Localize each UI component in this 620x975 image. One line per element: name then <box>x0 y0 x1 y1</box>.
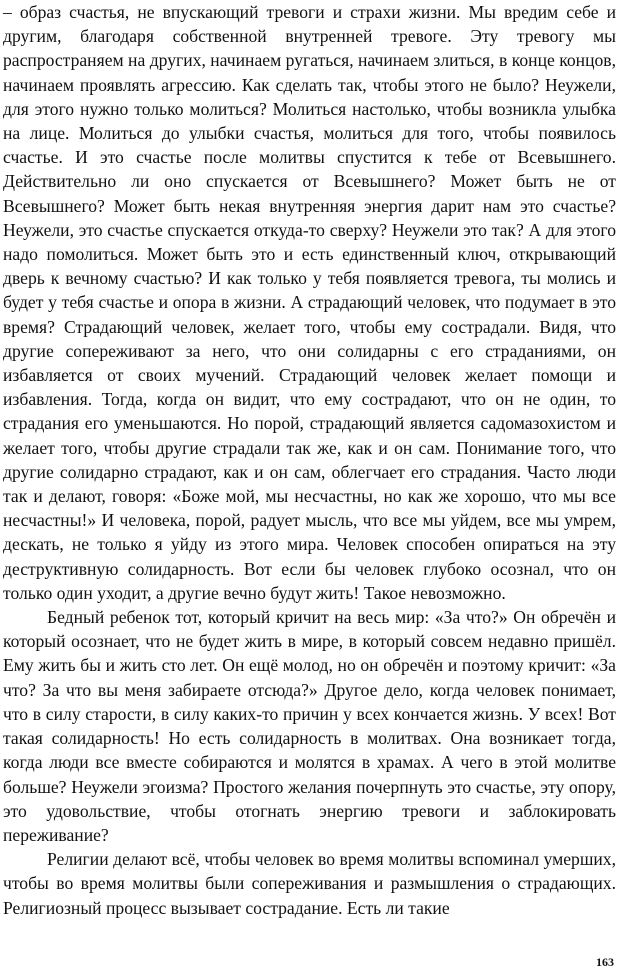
paragraph: Религии делают всё, чтобы человек во время молитвы вспоминал умерших, чтобы во время молитвы были сопереживания и размышления о страдающих. Религиозный процесс вызывает сострадание. Есть ли такие <box>3 849 616 918</box>
paragraph-continued: – образ счастья, не впускающий тревоги и страхи жизни. Мы вредим себе и другим, благодаря собственной внутренней тревоге. Эту тревогу мы распространяем на других, начинаем ругаться, начинаем злиться, в конце концов, начинаем проявлять агрессию. Как сделать так, чтобы этого не было? Неужели, для этого нужно только молиться? Молиться настолько, чтобы возникла улыбка на лице. Молиться до улыбки счастья, молиться для того, чтобы появилось счастье. И это счастье после молитвы спустится к тебе от Всевышнего. Действительно ли оно спускается от Всевышнего? Может быть не от Всевышнего? Может быть некая внутренняя энергия дарит нам это счастье? Неужели, это счастье спускается откуда-то сверху? Неужели это так? А для этого надо помолиться. Может быть это и есть единственный ключ, открывающий дверь к вечному счастью? И как только у тебя появляется тревога, ты молись и будет у тебя счастье и опора в жизни. А страдающий человек, что подумает в это время? Страдающий человек, желает того, чтобы ему сострадали. Видя, что другие сопереживают за него, что они солидарны с его страданиями, он избавляется от своих мучений. Страдающий человек желает помощи и избавления. Тогда, когда он видит, что ему сострадают, что он не один, то страдания его уменьшаются. Но порой, страдающий является садомазохистом и желает того, чтобы другие страдали так же, как и он сам. Понимание того, что другие солидарно страдают, как и он сам, облегчает его страдания. Часто люди так и делают, говоря: «Боже мой, мы несчастны, но как же хорошо, что мы все несчастны!» И человека, порой, радует мысль, что все мы уйдем, все мы умрем, дескать, не только я уйду из этого мира. Человек способен опираться на эту деструктивную солидарность. Вот если бы человек глубоко осознал, что он только один уходит, а другие вечно будут жить! Такое невозможно. <box>3 2 616 603</box>
paragraph: Бедный ребенок тот, который кричит на весь мир: «За что?» Он обречён и который осознает, что не будет жить в мире, в который совсем недавно пришёл. Ему жить бы и жить сто лет. Он ещё молод, но он обречён и поэтому кричит: «За что? За что вы меня забираете отсюда?» Другое дело, когда человек понимает, что в силу старости, в силу каких-то причин у всех кончается жизнь. У всех! Вот такая солидарность! Но есть солидарность в молитвах. Она возникает тогда, когда люди все вместе собираются и молятся в храмах. А чего в этой молитве больше? Неужели эгоизма? Простого желания почерпнуть это счастье, эту опору, это удовольствие, чтобы отогнать энергию тревоги и заблокировать переживание? <box>3 607 616 845</box>
body-text <box>3 0 616 920</box>
page-number: 163 <box>596 955 614 969</box>
